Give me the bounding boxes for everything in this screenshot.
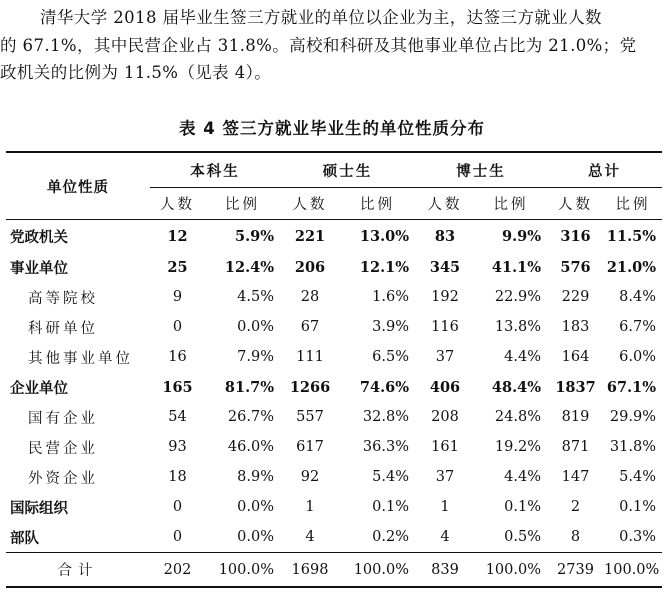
cell-value: 16 [168, 349, 187, 365]
cell-value: 4.4% [504, 349, 541, 365]
table-row [6, 252, 662, 282]
cell-value: 12 [150, 220, 205, 253]
cell-value: 111 [296, 349, 324, 365]
cell-value: 0.1% [504, 499, 541, 515]
cell-value: 13.0% [340, 220, 415, 253]
cell-value: 4 [305, 529, 315, 545]
total-row [6, 553, 662, 588]
cell-value: 21.0% [606, 258, 656, 276]
cell-value: 0 [172, 499, 183, 515]
row-label: 国际组织 [10, 500, 68, 517]
paragraph-line-1: 清华大学 2018 届毕业生签三方就业的单位以企业为主，达签三方就业人数 [40, 8, 602, 27]
cell-value: 161 [431, 439, 459, 455]
row-label: 党政机关 [6, 220, 150, 253]
row-label: 民营企业 [28, 440, 98, 457]
total-value: 839 [415, 553, 475, 588]
count-header: 人数 [292, 197, 328, 213]
row-label: 国有企业 [28, 410, 98, 427]
cell-value: 1.6% [372, 289, 409, 305]
cell-value: 36.3% [362, 439, 409, 455]
cell-value: 26.7% [227, 409, 274, 425]
cell-value: 147 [561, 469, 590, 485]
row-label: 部队 [10, 530, 39, 547]
cell-value: 0.1% [619, 499, 656, 515]
cell-value: 22.9% [494, 289, 541, 305]
cell-value: 7.9% [237, 349, 274, 365]
cell-value: 54 [168, 409, 187, 425]
cell-value: 5.4% [619, 469, 656, 485]
total-label: 合计 [6, 553, 150, 588]
cell-value: 12.4% [224, 258, 274, 276]
total-value: 202 [150, 553, 205, 588]
cell-value: 6.7% [619, 319, 656, 335]
count-header: 人数 [160, 197, 195, 213]
employment-unit-table [6, 151, 662, 588]
intro-paragraph [0, 4, 664, 87]
cell-value: 406 [429, 378, 461, 396]
table-row [6, 220, 662, 253]
group-header-total: 总计 [547, 152, 662, 188]
total-value: 100.0% [604, 553, 662, 588]
group-header-doctor: 博士生 [415, 152, 547, 188]
row-label: 其他事业单位 [28, 350, 133, 367]
cell-value: 0.0% [237, 529, 274, 545]
cell-value: 0 [172, 529, 183, 545]
cell-value: 31.8% [609, 439, 656, 455]
cell-value: 208 [431, 409, 459, 425]
cell-value: 576 [560, 258, 591, 276]
cell-value: 116 [431, 319, 459, 335]
cell-value: 183 [561, 319, 590, 335]
cell-value: 48.4% [491, 378, 541, 396]
cell-value: 41.1% [491, 258, 541, 276]
table-row [6, 312, 662, 342]
table-row [6, 282, 662, 312]
table-row [6, 372, 662, 402]
cell-value: 1 [305, 499, 315, 515]
total-value: 100.0% [205, 553, 280, 588]
cell-value: 3.9% [372, 319, 409, 335]
cell-value: 0.0% [237, 499, 274, 515]
table-row [6, 462, 662, 492]
table-row [6, 432, 662, 462]
cell-value: 221 [280, 220, 340, 253]
cell-value: 229 [561, 289, 590, 305]
cell-value: 0 [172, 319, 183, 335]
cell-value: 316 [547, 220, 604, 253]
cell-value: 74.6% [359, 378, 409, 396]
cell-value: 32.8% [362, 409, 409, 425]
cell-value: 164 [561, 349, 590, 365]
cell-value: 4.4% [504, 469, 541, 485]
cell-value: 37 [435, 469, 455, 485]
cell-value: 617 [296, 439, 324, 455]
cell-value: 9.9% [475, 220, 547, 253]
cell-value: 8.4% [619, 289, 656, 305]
cell-value: 345 [429, 258, 461, 276]
ratio-header: 比例 [360, 197, 395, 213]
count-header: 人数 [427, 197, 463, 213]
row-label: 外资企业 [28, 470, 98, 487]
cell-value: 1 [440, 499, 450, 515]
cell-value: 93 [168, 439, 187, 455]
cell-value: 12.1% [359, 258, 409, 276]
total-value: 2739 [547, 553, 604, 588]
cell-value: 37 [435, 349, 455, 365]
cell-value: 18 [168, 469, 187, 485]
cell-value: 6.5% [372, 349, 409, 365]
cell-value: 24.8% [494, 409, 541, 425]
cell-value: 871 [561, 439, 590, 455]
ratio-header: 比例 [493, 197, 529, 213]
row-label: 高等院校 [28, 290, 98, 307]
ratio-header: 比例 [225, 197, 260, 213]
cell-value: 206 [294, 258, 326, 276]
row-label: 科研单位 [28, 320, 98, 337]
cell-value: 8 [570, 529, 581, 545]
cell-value: 11.5% [604, 220, 662, 253]
cell-value: 0.1% [372, 499, 409, 515]
cell-value: 557 [296, 409, 324, 425]
cell-value: 83 [415, 220, 475, 253]
cell-value: 28 [300, 289, 320, 305]
cell-value: 5.4% [372, 469, 409, 485]
cell-value: 81.7% [224, 378, 274, 396]
cell-value: 9 [172, 289, 183, 305]
cell-value: 0.5% [504, 529, 541, 545]
cell-value: 0.0% [237, 319, 274, 335]
group-header-undergrad: 本科生 [150, 152, 280, 188]
table-row [6, 402, 662, 432]
total-value: 1698 [280, 553, 340, 588]
cell-value: 13.8% [494, 319, 541, 335]
count-header: 人数 [558, 197, 593, 213]
ratio-header: 比例 [615, 197, 651, 213]
cell-value: 1837 [555, 378, 596, 396]
row-label: 事业单位 [10, 260, 68, 277]
cell-value: 29.9% [609, 409, 656, 425]
total-value: 100.0% [340, 553, 415, 588]
table-row [6, 522, 662, 553]
table-caption: 表 4 签三方就业毕业生的单位性质分布 [179, 119, 485, 138]
cell-value: 819 [561, 409, 590, 425]
table-row [6, 492, 662, 522]
cell-value: 192 [431, 289, 459, 305]
cell-value: 4.5% [237, 289, 274, 305]
cell-value: 165 [162, 378, 193, 396]
cell-value: 25 [167, 258, 188, 276]
cell-value: 8.9% [237, 469, 274, 485]
cell-value: 5.9% [205, 220, 280, 253]
table-row [6, 342, 662, 372]
cell-value: 4 [440, 529, 450, 545]
cell-value: 0.3% [619, 529, 656, 545]
row-label: 企业单位 [10, 380, 68, 397]
cell-value: 0.2% [372, 529, 409, 545]
paragraph-line-3: 政机关的比例为 11.5%（见表 4）。 [0, 63, 272, 82]
cell-value: 2 [570, 499, 581, 515]
unit-type-header: 单位性质 [47, 179, 109, 196]
cell-value: 6.0% [619, 349, 656, 365]
cell-value: 19.2% [494, 439, 541, 455]
cell-value: 1266 [289, 378, 331, 396]
cell-value: 92 [300, 469, 320, 485]
paragraph-line-2: 的 67.1%，其中民营企业占 31.8%。高校和科研及其他事业单位占比为 21.0%；党 [0, 35, 637, 55]
cell-value: 67.1% [606, 378, 656, 396]
header-row-groups [6, 152, 662, 188]
cell-value: 46.0% [227, 439, 274, 455]
cell-value: 67 [300, 319, 320, 335]
total-value: 100.0% [475, 553, 547, 588]
group-header-master: 硕士生 [280, 152, 415, 188]
